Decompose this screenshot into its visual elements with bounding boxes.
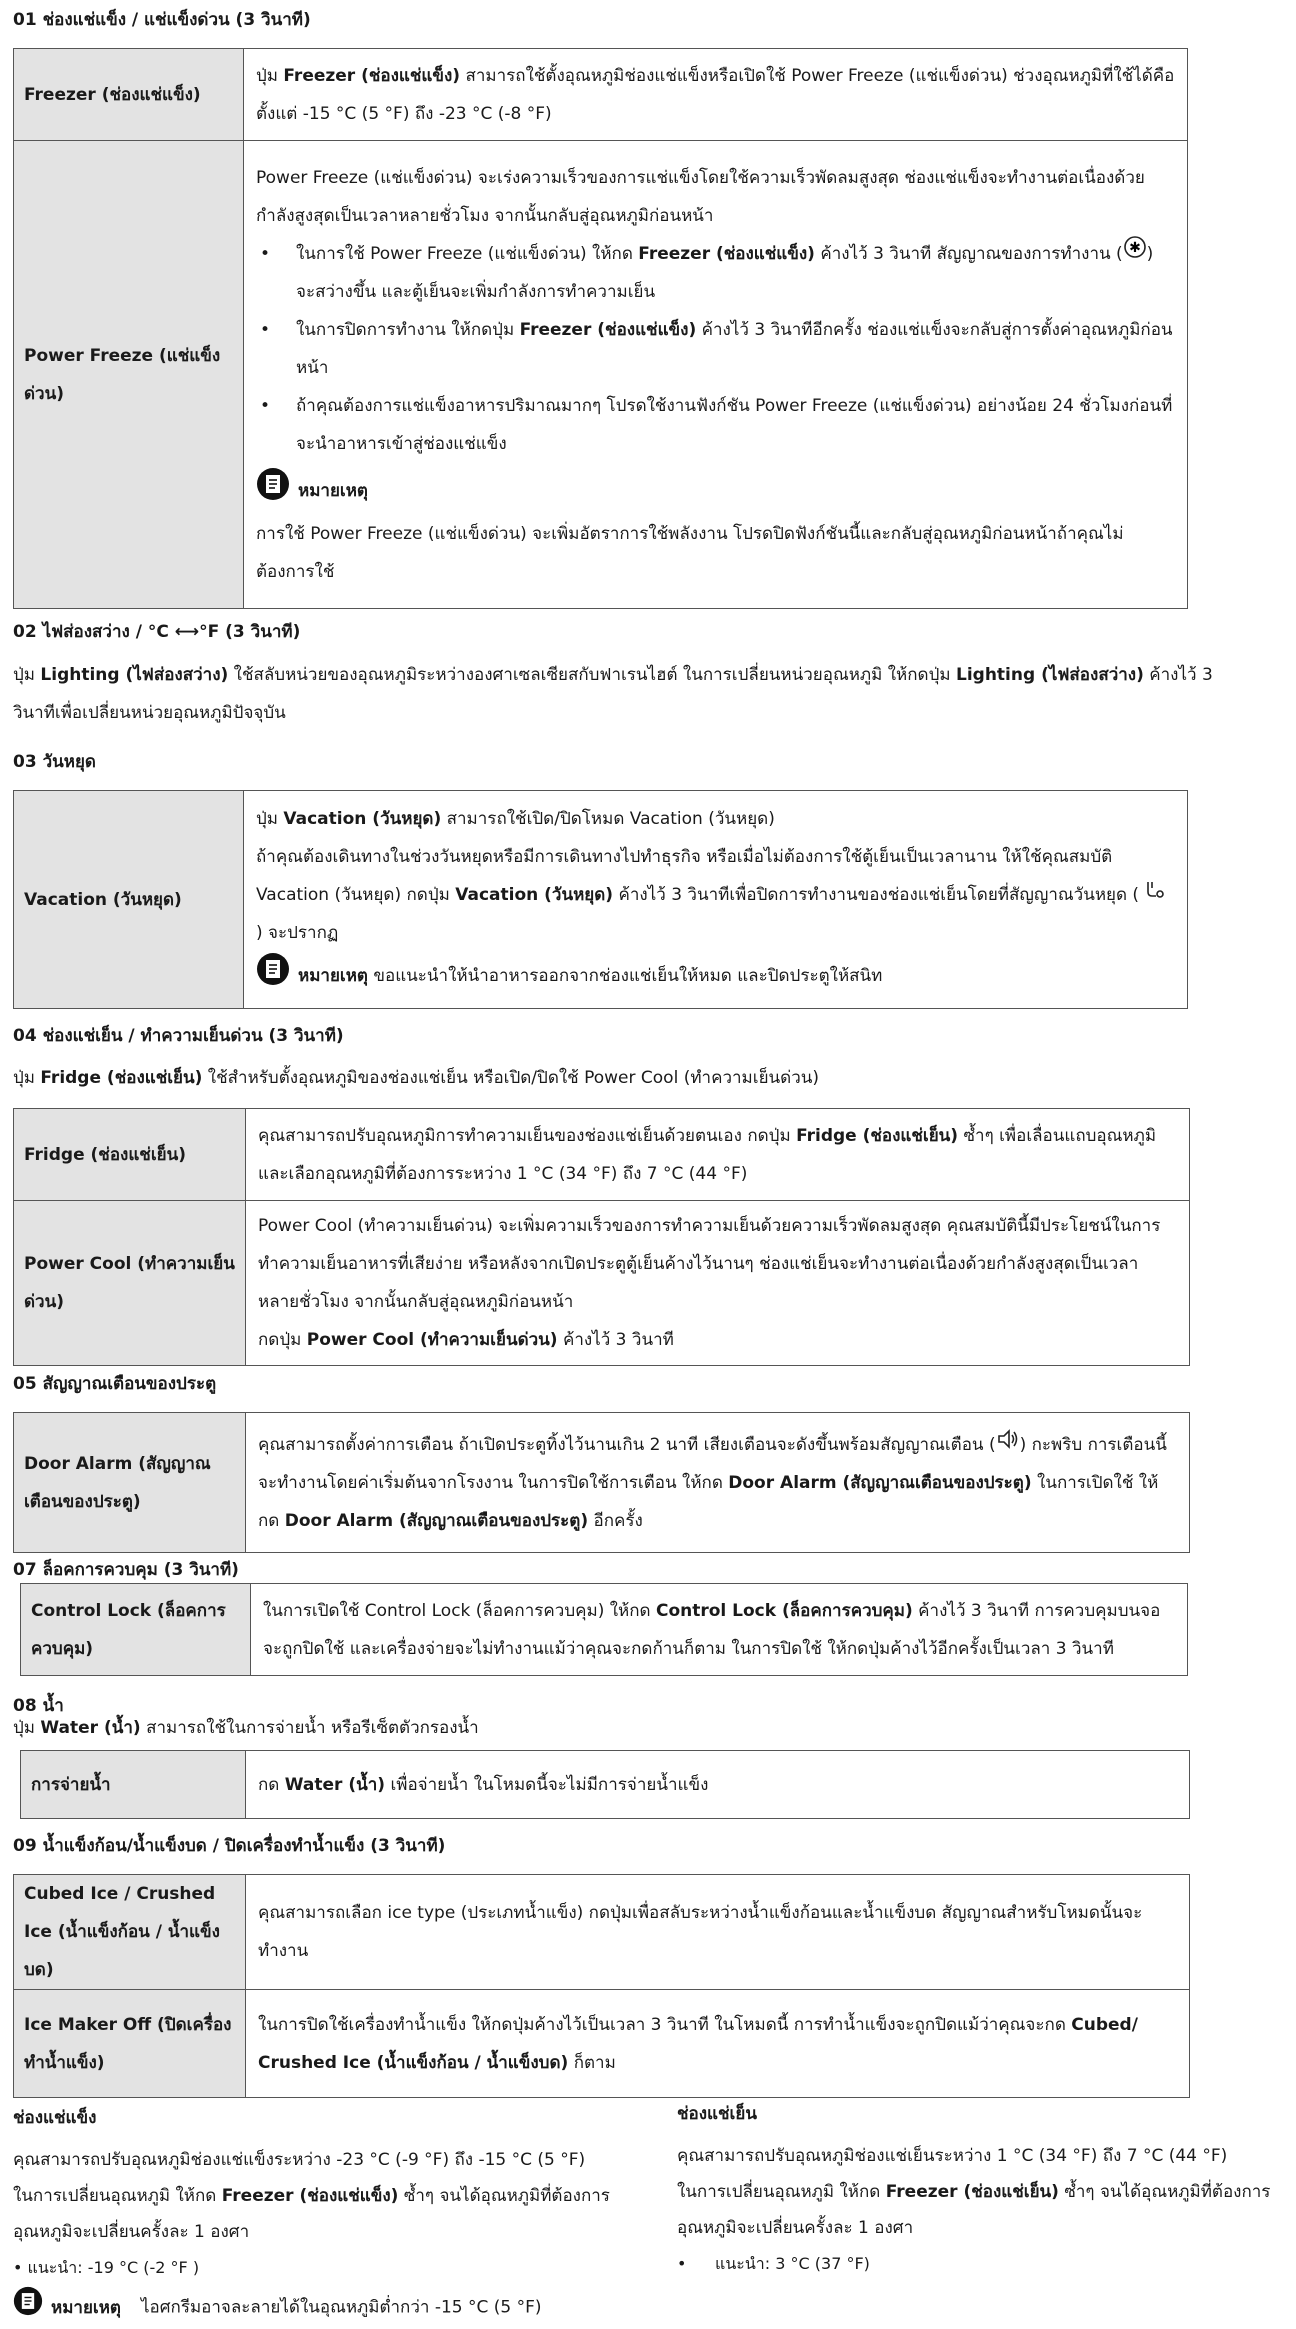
power-freeze-intro: Power Freeze (แช่แข็งด่วน) จะเร่งความเร็วของการแช่แข็งโดยใช้ความเร็วพัดลมสูงสุด ช่องแช่แข็งจะทำงานต่อเนื่องด้วยกำลังสูงสุดเป็นเวลาหลายชั่วโมง จากนั้นกลับสู่อุณหภูมิก่อนหน้า bbox=[256, 167, 1145, 226]
door-alarm-table bbox=[13, 1412, 1190, 1553]
freezer-description: ปุ่ม Freezer (ช่องแช่แข็ง) สามารถใช้ตั้งอุณหภูมิช่องแช่แข็งหรือเปิดใช้ Power Freeze (แช่แข็งด่วน) ช่วงอุณหภูมิที่ใช้ได้คือตั้งแต่ -15 °C (5 °F) ถึง -23 °C (-8 °F) bbox=[244, 49, 1188, 141]
section-03-title: 03 วันหยุด bbox=[13, 752, 96, 772]
section-09-title: 09 น้ำแข็งก้อน/น้ำแข็งบด / ปิดเครื่องทำน้ำแข็ง (3 วินาที) bbox=[13, 1836, 446, 1856]
fridge-change-text: ในการเปลี่ยนอุณหภูมิ ให้กด Freezer (ช่องแช่เย็น) ซ้ำๆ จนได้อุณหภูมิที่ต้องการ อุณหภูมิจะเปลี่ยนครั้งละ 1 องศา bbox=[677, 2182, 1271, 2238]
water-table bbox=[20, 1750, 1190, 1819]
freezer-label: Freezer (ช่องแช่แข็ง) bbox=[14, 49, 244, 141]
power-cool-label: Power Cool (ทำความเย็นด่วน) bbox=[14, 1201, 246, 1366]
control-lock-table bbox=[20, 1583, 1188, 1676]
svg-text:✱: ✱ bbox=[1128, 239, 1141, 256]
section-04-title: 04 ช่องแช่เย็น / ทำความเย็นด่วน (3 วินาที) bbox=[13, 1026, 344, 1046]
note-icon bbox=[256, 467, 290, 515]
power-freeze-bullet-on: • ในการใช้ Power Freeze (แช่แข็งด่วน) ให้กด Freezer (ช่องแช่แข็ง) ค้างไว้ 3 วินาที สัญญาณของการทำงาน ( ✱ ) จะสว่างขึ้น และตู้เย็นจะเพิ่มกำลังการทำความเย็น bbox=[296, 235, 1175, 311]
power-freeze-note: การใช้ Power Freeze (แช่แข็งด่วน) จะเพิ่มอัตราการใช้พลังงาน โปรดปิดฟังก์ชันนี้และกลับสู่อุณหภูมิก่อนหน้าถ้าคุณไม่ต้องการใช้ bbox=[256, 523, 1124, 582]
freezer-column-title: ช่องแช่แข็ง bbox=[13, 2108, 97, 2128]
fridge-column bbox=[677, 2096, 1277, 2282]
cubed-crushed-ice-label: Cubed Ice / Crushed Ice (น้ำแข็งก้อน / น้ำแข็งบด) bbox=[14, 1875, 246, 1990]
cubed-crushed-ice-description: คุณสามารถเลือก ice type (ประเภทน้ำแข็ง) กดปุ่มเพื่อสลับระหว่างน้ำแข็งก้อนและน้ำแข็งบด สัญญาณสำหรับโหมดนั้นจะทำงาน bbox=[246, 1875, 1190, 1990]
power-cool-description: Power Cool (ทำความเย็นด่วน) จะเพิ่มความเร็วของการทำความเย็นด้วยความเร็วพัดลมสูงสุด คุณสมบัตินี้มีประโยชน์ในการทำความเย็นอาหารที่เสียง่าย หรือหลังจากเปิดประตูตู้เย็นค้างไว้นานๆ ช่องแช่เย็นจะทำงานต่อเนื่องด้วยกำลังสูงสุดเป็นเวลาหลายชั่วโมง จากนั้นกลับสู่อุณหภูมิก่อนหน้า กดปุ่ม Power Cool (ทำความเย็นด่วน) ค้างไว้ 3 วินาที bbox=[246, 1201, 1190, 1366]
control-lock-description: ในการเปิดใช้ Control Lock (ล็อคการควบคุม) ให้กด Control Lock (ล็อคการควบคุม) ค้างไว้ 3 วินาที การควบคุมบนจอจะถูกปิดใช้ และเครื่องจ่ายจะไม่ทำงานแม้ว่าคุณจะกดก้านก็ตาม ในการปิดใช้ ให้กดปุ่มค้างไว้อีกครั้งเป็นเวลา 3 วินาที bbox=[251, 1584, 1188, 1676]
power-freeze-bullet-large: • ถ้าคุณต้องการแช่แข็งอาหารปริมาณมากๆ โปรดใช้งานฟังก์ชัน Power Freeze (แช่แข็งด่วน) อย่างน้อย 24 ชั่วโมงก่อนที่จะนำอาหารเข้าสู่ช่องแช่แข็ง bbox=[296, 387, 1175, 463]
note-icon bbox=[256, 952, 290, 1000]
fridge-recommend: • แนะนำ: 3 °C (37 °F) bbox=[677, 2254, 870, 2273]
section-01-title: 01 ช่องแช่แข็ง / แช่แข็งด่วน (3 วินาที) bbox=[13, 10, 311, 30]
vacation-icon bbox=[1144, 876, 1166, 914]
fridge-intro: ปุ่ม Fridge (ช่องแช่เย็น) ใช้สำหรับตั้งอุณหภูมิของช่องแช่เย็น หรือเปิด/ปิดใช้ Power Cool (ทำความเย็นด่วน) bbox=[13, 1068, 819, 1088]
power-freeze-label: Power Freeze (แช่แข็งด่วน) bbox=[14, 141, 244, 609]
freezer-change-text: ในการเปลี่ยนอุณหภูมิ ให้กด Freezer (ช่องแช่แข็ง) ซ้ำๆ จนได้อุณหภูมิที่ต้องการ อุณหภูมิจะเปลี่ยนครั้งละ 1 องศา bbox=[13, 2186, 610, 2242]
water-intro: ปุ่ม Water (น้ำ) สามารถใช้ในการจ่ายน้ำ หรือรีเซ็ตตัวกรองน้ำ bbox=[13, 1718, 479, 1738]
fridge-description: คุณสามารถปรับอุณหภูมิการทำความเย็นของช่องแช่เย็นด้วยตนเอง กดปุ่ม Fridge (ช่องแช่เย็น) ซ้ำๆ เพื่อเลื่อนแถบอุณหภูมิ และเลือกอุณหภูมิที่ต้องการระหว่าง 1 °C (34 °F) ถึง 7 °C (44 °F) bbox=[246, 1109, 1190, 1201]
water-dispense-label: การจ่ายน้ำ bbox=[21, 1751, 246, 1819]
water-dispense-description: กด Water (น้ำ) เพื่อจ่ายน้ำ ในโหมดนี้จะไม่มีการจ่ายน้ำแข็ง bbox=[246, 1751, 1190, 1819]
ice-maker-off-description: ในการปิดใช้เครื่องทำน้ำแข็ง ให้กดปุ่มค้างไว้เป็นเวลา 3 วินาที ในโหมดนี้ การทำน้ำแข็งจะถูกปิดแม้ว่าคุณจะกด Cubed/ Crushed Ice (น้ำแข็งก้อน / น้ำแข็งบด) ก็ตาม bbox=[246, 1990, 1190, 2098]
freezer-table bbox=[13, 48, 1188, 609]
power-freeze-description bbox=[244, 141, 1188, 609]
control-lock-label: Control Lock (ล็อคการควบคุม) bbox=[21, 1584, 251, 1676]
section-02-title: 02 ไฟส่องสว่าง / °C ⟷°F (3 วินาที) bbox=[13, 622, 301, 642]
freezer-range-text: คุณสามารถปรับอุณหภูมิช่องแช่แข็งระหว่าง -23 °C (-9 °F) ถึง -15 °C (5 °F) bbox=[13, 2150, 586, 2170]
section-07-title: 07 ล็อคการควบคุม (3 วินาที) bbox=[13, 1560, 239, 1580]
fridge-column-title: ช่องแช่เย็น bbox=[677, 2104, 757, 2124]
door-alarm-description: คุณสามารถตั้งค่าการเตือน ถ้าเปิดประตูทิ้งไว้นานเกิน 2 นาที เสียงเตือนจะดังขึ้นพร้อมสัญญาณเตือน ( ) กะพริบ การเตือนนี้จะทำงานโดยค่าเริ่มต้นจากโรงงาน ในการปิดใช้การเตือน ให้กด Door Alarm (สัญญาณเตือนของประตู) ในการเปิดใช้ ให้กด Door Alarm (สัญญาณเตือนของประตู) อีกครั้ง bbox=[246, 1413, 1190, 1553]
vacation-description: ปุ่ม Vacation (วันหยุด) สามารถใช้เปิด/ปิดโหมด Vacation (วันหยุด) ถ้าคุณต้องเดินทางในช่วงวันหยุดหรือมีการเดินทางไปทำธุรกิจ หรือเมื่อไม่ต้องการใช้ตู้เย็นเป็นเวลานาน ให้ใช้คุณสมบัติ Vacation (วันหยุด) กดปุ่ม Vacation (วันหยุด) ค้างไว้ 3 วินาทีเพื่อปิดการทำงานของช่องแช่เย็นโดยที่สัญญาณวันหยุด ( ) จะปรากฏ หมายเหตุ ขอแนะนำให้นำอาหารออกจากช่องแช่เย็นให้หมด และปิดประตูให้สนิท bbox=[244, 791, 1188, 1009]
fridge-table bbox=[13, 1108, 1190, 1366]
note-icon bbox=[13, 2286, 43, 2329]
vacation-label: Vacation (วันหยุด) bbox=[14, 791, 244, 1009]
speaker-icon bbox=[996, 1426, 1020, 1464]
door-alarm-label: Door Alarm (สัญญาณเตือนของประตู) bbox=[14, 1413, 246, 1553]
vacation-table bbox=[13, 790, 1188, 1009]
section-05-title: 05 สัญญาณเตือนของประตู bbox=[13, 1374, 217, 1394]
ice-table bbox=[13, 1874, 1190, 2098]
fridge-range-text: คุณสามารถปรับอุณหภูมิช่องแช่เย็นระหว่าง 1 °C (34 °F) ถึง 7 °C (44 °F) bbox=[677, 2146, 1228, 2166]
freezer-recommend: • แนะนำ: -19 °C (-2 °F ) bbox=[13, 2258, 200, 2277]
fridge-label: Fridge (ช่องแช่เย็น) bbox=[14, 1109, 246, 1201]
lighting-description: ปุ่ม Lighting (ไฟส่องสว่าง) ใช้สลับหน่วยของอุณหภูมิระหว่างองศาเซลเซียสกับฟาเรนไฮต์ ในการเปลี่ยนหน่วยอุณหภูมิ ให้กดปุ่ม Lighting (ไฟส่องสว่าง) ค้างไว้ 3 วินาทีเพื่อเปลี่ยนหน่วยอุณหภูมิปัจจุบัน bbox=[13, 665, 1213, 723]
power-freeze-note-heading: หมายเหตุ bbox=[256, 467, 1175, 515]
section-08-title: 08 น้ำ bbox=[13, 1696, 64, 1716]
freezer-note: หมายเหตุ ไอศกรีมอาจละลายได้ในอุณหภูมิต่ำกว่า -15 °C (5 °F) bbox=[13, 2286, 613, 2329]
ice-maker-off-label: Ice Maker Off (ปิดเครื่องทำน้ำแข็ง) bbox=[14, 1990, 246, 2098]
power-freeze-bullet-off: • ในการปิดการทำงาน ให้กดปุ่ม Freezer (ช่องแช่แข็ง) ค้างไว้ 3 วินาทีอีกครั้ง ช่องแช่แข็งจะกลับสู่การตั้งค่าอุณหภูมิก่อนหน้า bbox=[296, 311, 1175, 387]
power-freeze-icon bbox=[1123, 235, 1147, 273]
